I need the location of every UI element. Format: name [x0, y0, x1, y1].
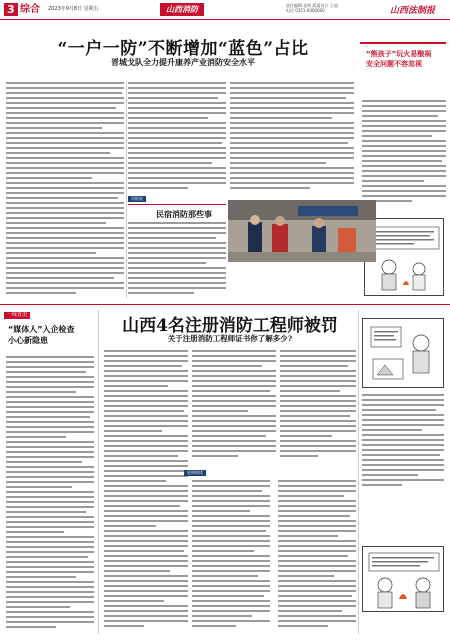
text-lines [104, 350, 188, 634]
main-subhead: 晋城戈队全力提升康养产业消防安全水平 [111, 57, 255, 67]
cartoon-drawing [363, 319, 444, 388]
text-lines [128, 222, 226, 298]
editor-info [286, 3, 386, 13]
text-lines [280, 350, 356, 466]
side-illustration [364, 218, 444, 296]
cartoon-top [362, 318, 444, 388]
text-lines [192, 350, 276, 466]
left-feature-headline: “媒体人”入企检查 小心新隐患 [8, 325, 75, 345]
masthead-logo: 山西消防 [160, 3, 204, 16]
cartoon-drawing [363, 547, 444, 612]
column-divider [126, 82, 127, 298]
lower-column-1 [104, 350, 188, 634]
second-headline: 山西4名注册消防工程师被罚 [122, 316, 338, 336]
side-story-box [360, 42, 446, 92]
second-subhead: 关于注册消防工程师证书你了解多少? [167, 334, 293, 343]
text-lines [6, 356, 94, 634]
text-lines [230, 82, 354, 196]
section-divider [0, 304, 450, 305]
column-divider [358, 310, 359, 634]
column-tag: 消防说 [128, 196, 146, 202]
text-lines [362, 394, 444, 490]
issue-date: 2023年9月8日 星期五 [48, 6, 99, 12]
text-lines [6, 82, 124, 298]
photo-scene [228, 200, 376, 262]
text-lines [128, 82, 226, 192]
editor-line: 责任编辑 张明 版面设计 王丽 [286, 3, 338, 8]
cartoon-bottom [362, 546, 444, 612]
column-text [128, 222, 226, 298]
side-story-title: “熊孩子”玩火易酿祸 安全问题不容忽视 [366, 50, 432, 68]
article-column-2 [128, 82, 226, 192]
contact-line: 电话 0351-0000000 [286, 8, 325, 13]
text-lines [362, 100, 446, 212]
article-column-3 [230, 82, 354, 196]
page-number: 3 [4, 3, 18, 16]
column-divider [98, 310, 99, 634]
extended-reading-text [192, 480, 356, 634]
extended-reading-tag: 延伸阅读 [184, 470, 206, 476]
column-title: 民宿消防那些事 [156, 210, 212, 219]
lower-column-3 [280, 350, 356, 466]
header-rule [0, 19, 450, 20]
cartoon-drawing [365, 219, 444, 296]
brand-logo: 山西法制报 [390, 6, 436, 16]
news-photo [228, 200, 376, 262]
side-story-text [362, 100, 446, 212]
left-feature-tag: 一线直击 [4, 312, 30, 319]
right-column-text [362, 394, 444, 490]
column-rule [128, 204, 226, 205]
lower-column-2 [192, 350, 276, 466]
article-column-1 [6, 82, 124, 298]
left-feature-text [6, 356, 94, 634]
section-name: 综合 [20, 4, 40, 15]
text-lines [192, 480, 356, 634]
main-headline: “一户一防”不断增加“蓝色”占比 [57, 39, 309, 59]
